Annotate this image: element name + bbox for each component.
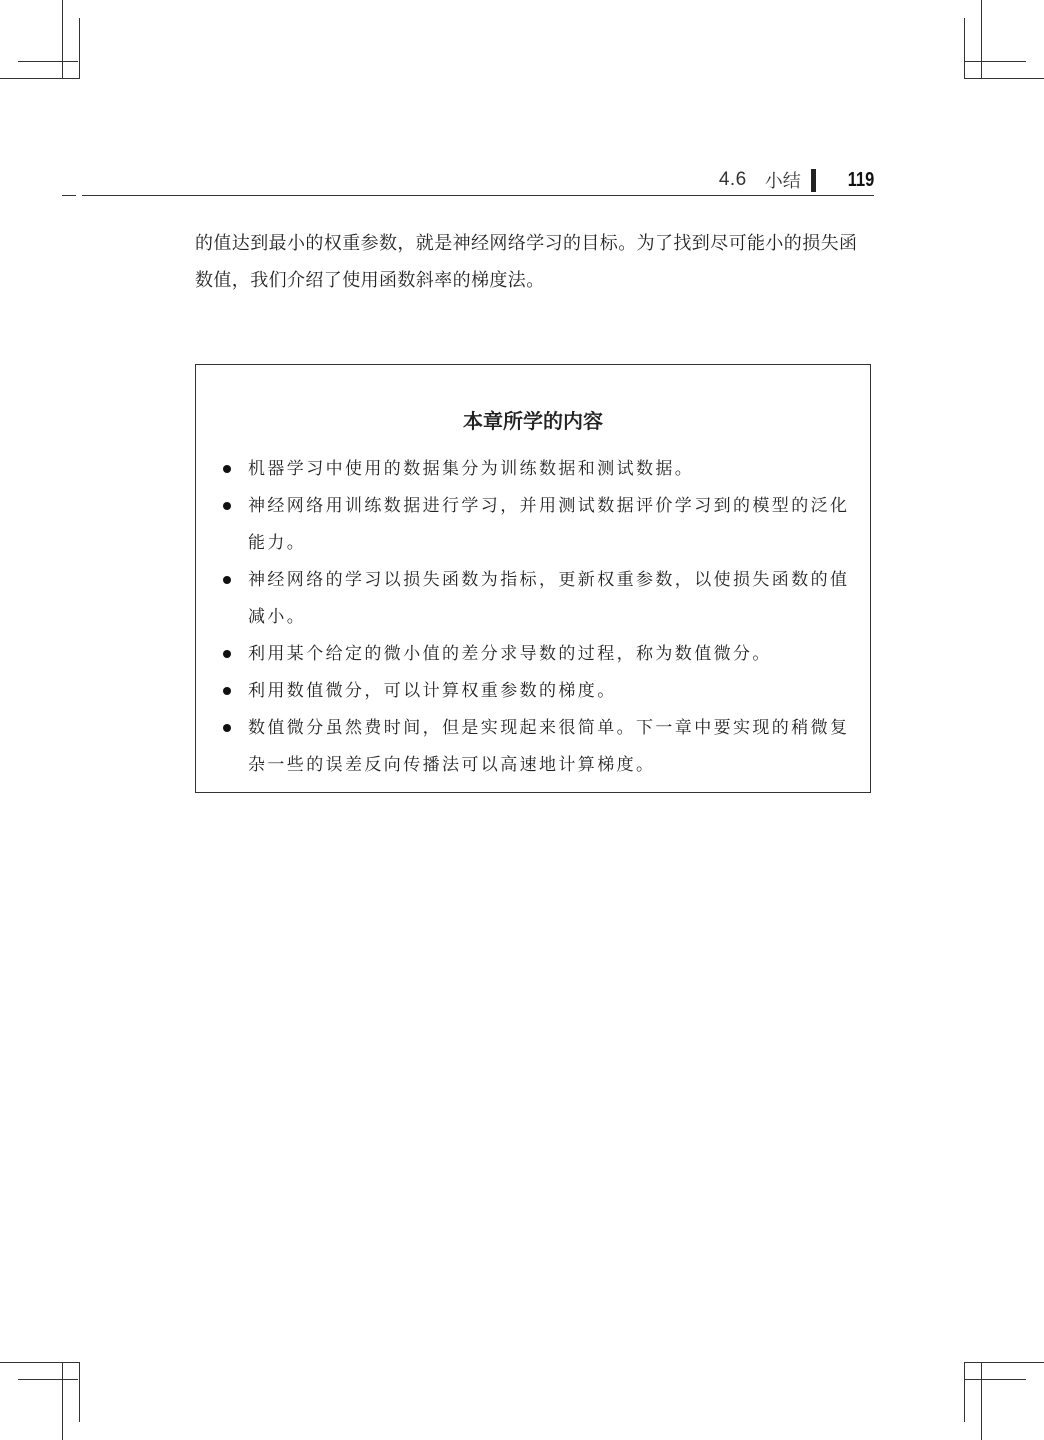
crop-mark — [62, 0, 63, 78]
crop-mark — [981, 1362, 982, 1440]
list-item-text: 机器学习中使用的数据集分为训练数据和测试数据。 — [248, 459, 695, 479]
list-item-text: 利用数值微分，可以计算权重参数的梯度。 — [248, 681, 617, 701]
bullet-icon — [223, 724, 231, 732]
crop-mark — [964, 78, 1044, 79]
bullet-icon — [223, 502, 231, 510]
bullet-icon — [223, 576, 231, 584]
bullet-icon — [223, 650, 231, 658]
crop-mark — [18, 1379, 78, 1380]
summary-title: 本章所学的内容 — [463, 409, 603, 433]
list-item — [218, 488, 858, 562]
crop-mark — [964, 18, 965, 78]
list-item — [218, 673, 858, 710]
list-item — [218, 562, 858, 636]
crop-mark — [964, 1362, 1044, 1363]
crop-mark — [981, 0, 982, 78]
crop-mark — [0, 1362, 80, 1363]
crop-mark — [964, 1379, 1026, 1380]
bullet-icon — [223, 687, 231, 695]
crop-mark — [62, 1362, 63, 1440]
summary-list — [218, 451, 858, 784]
crop-mark — [0, 78, 80, 79]
header-rule-dash — [62, 195, 76, 196]
crop-mark — [18, 61, 78, 62]
list-item-text: 数值微分虽然费时间，但是实现起来很简单。下一章中要实现的稍微复杂一些的误差反向传播法可以高速地计算梯度。 — [248, 718, 850, 775]
bullet-icon — [223, 465, 231, 473]
crop-mark — [79, 1362, 80, 1422]
running-header — [82, 163, 874, 196]
list-item — [218, 451, 858, 488]
list-item — [218, 636, 858, 673]
header-rule — [82, 195, 874, 196]
crop-mark — [964, 61, 1026, 62]
list-item-text: 神经网络用训练数据进行学习，并用测试数据评价学习到的模型的泛化能力。 — [248, 496, 850, 553]
chapter-summary-box — [195, 364, 871, 793]
body-paragraph: 的值达到最小的权重参数，就是神经网络学习的目标。为了找到尽可能小的损失函数值，我们介绍了使用函数斜率的梯度法。 — [195, 233, 858, 291]
list-item-text: 神经网络的学习以损失函数为指标，更新权重参数，以使损失函数的值减小。 — [248, 570, 850, 627]
list-item — [218, 710, 858, 784]
header-text — [719, 167, 874, 193]
section-number: 4.6 — [718, 169, 747, 190]
crop-mark — [964, 1362, 965, 1422]
list-item-text: 利用某个给定的微小值的差分求导数的过程，称为数值微分。 — [248, 644, 772, 664]
crop-mark — [79, 18, 80, 78]
page-number: 119 — [847, 168, 874, 191]
section-title: 小结 — [764, 171, 801, 192]
header-bar — [811, 169, 816, 192]
